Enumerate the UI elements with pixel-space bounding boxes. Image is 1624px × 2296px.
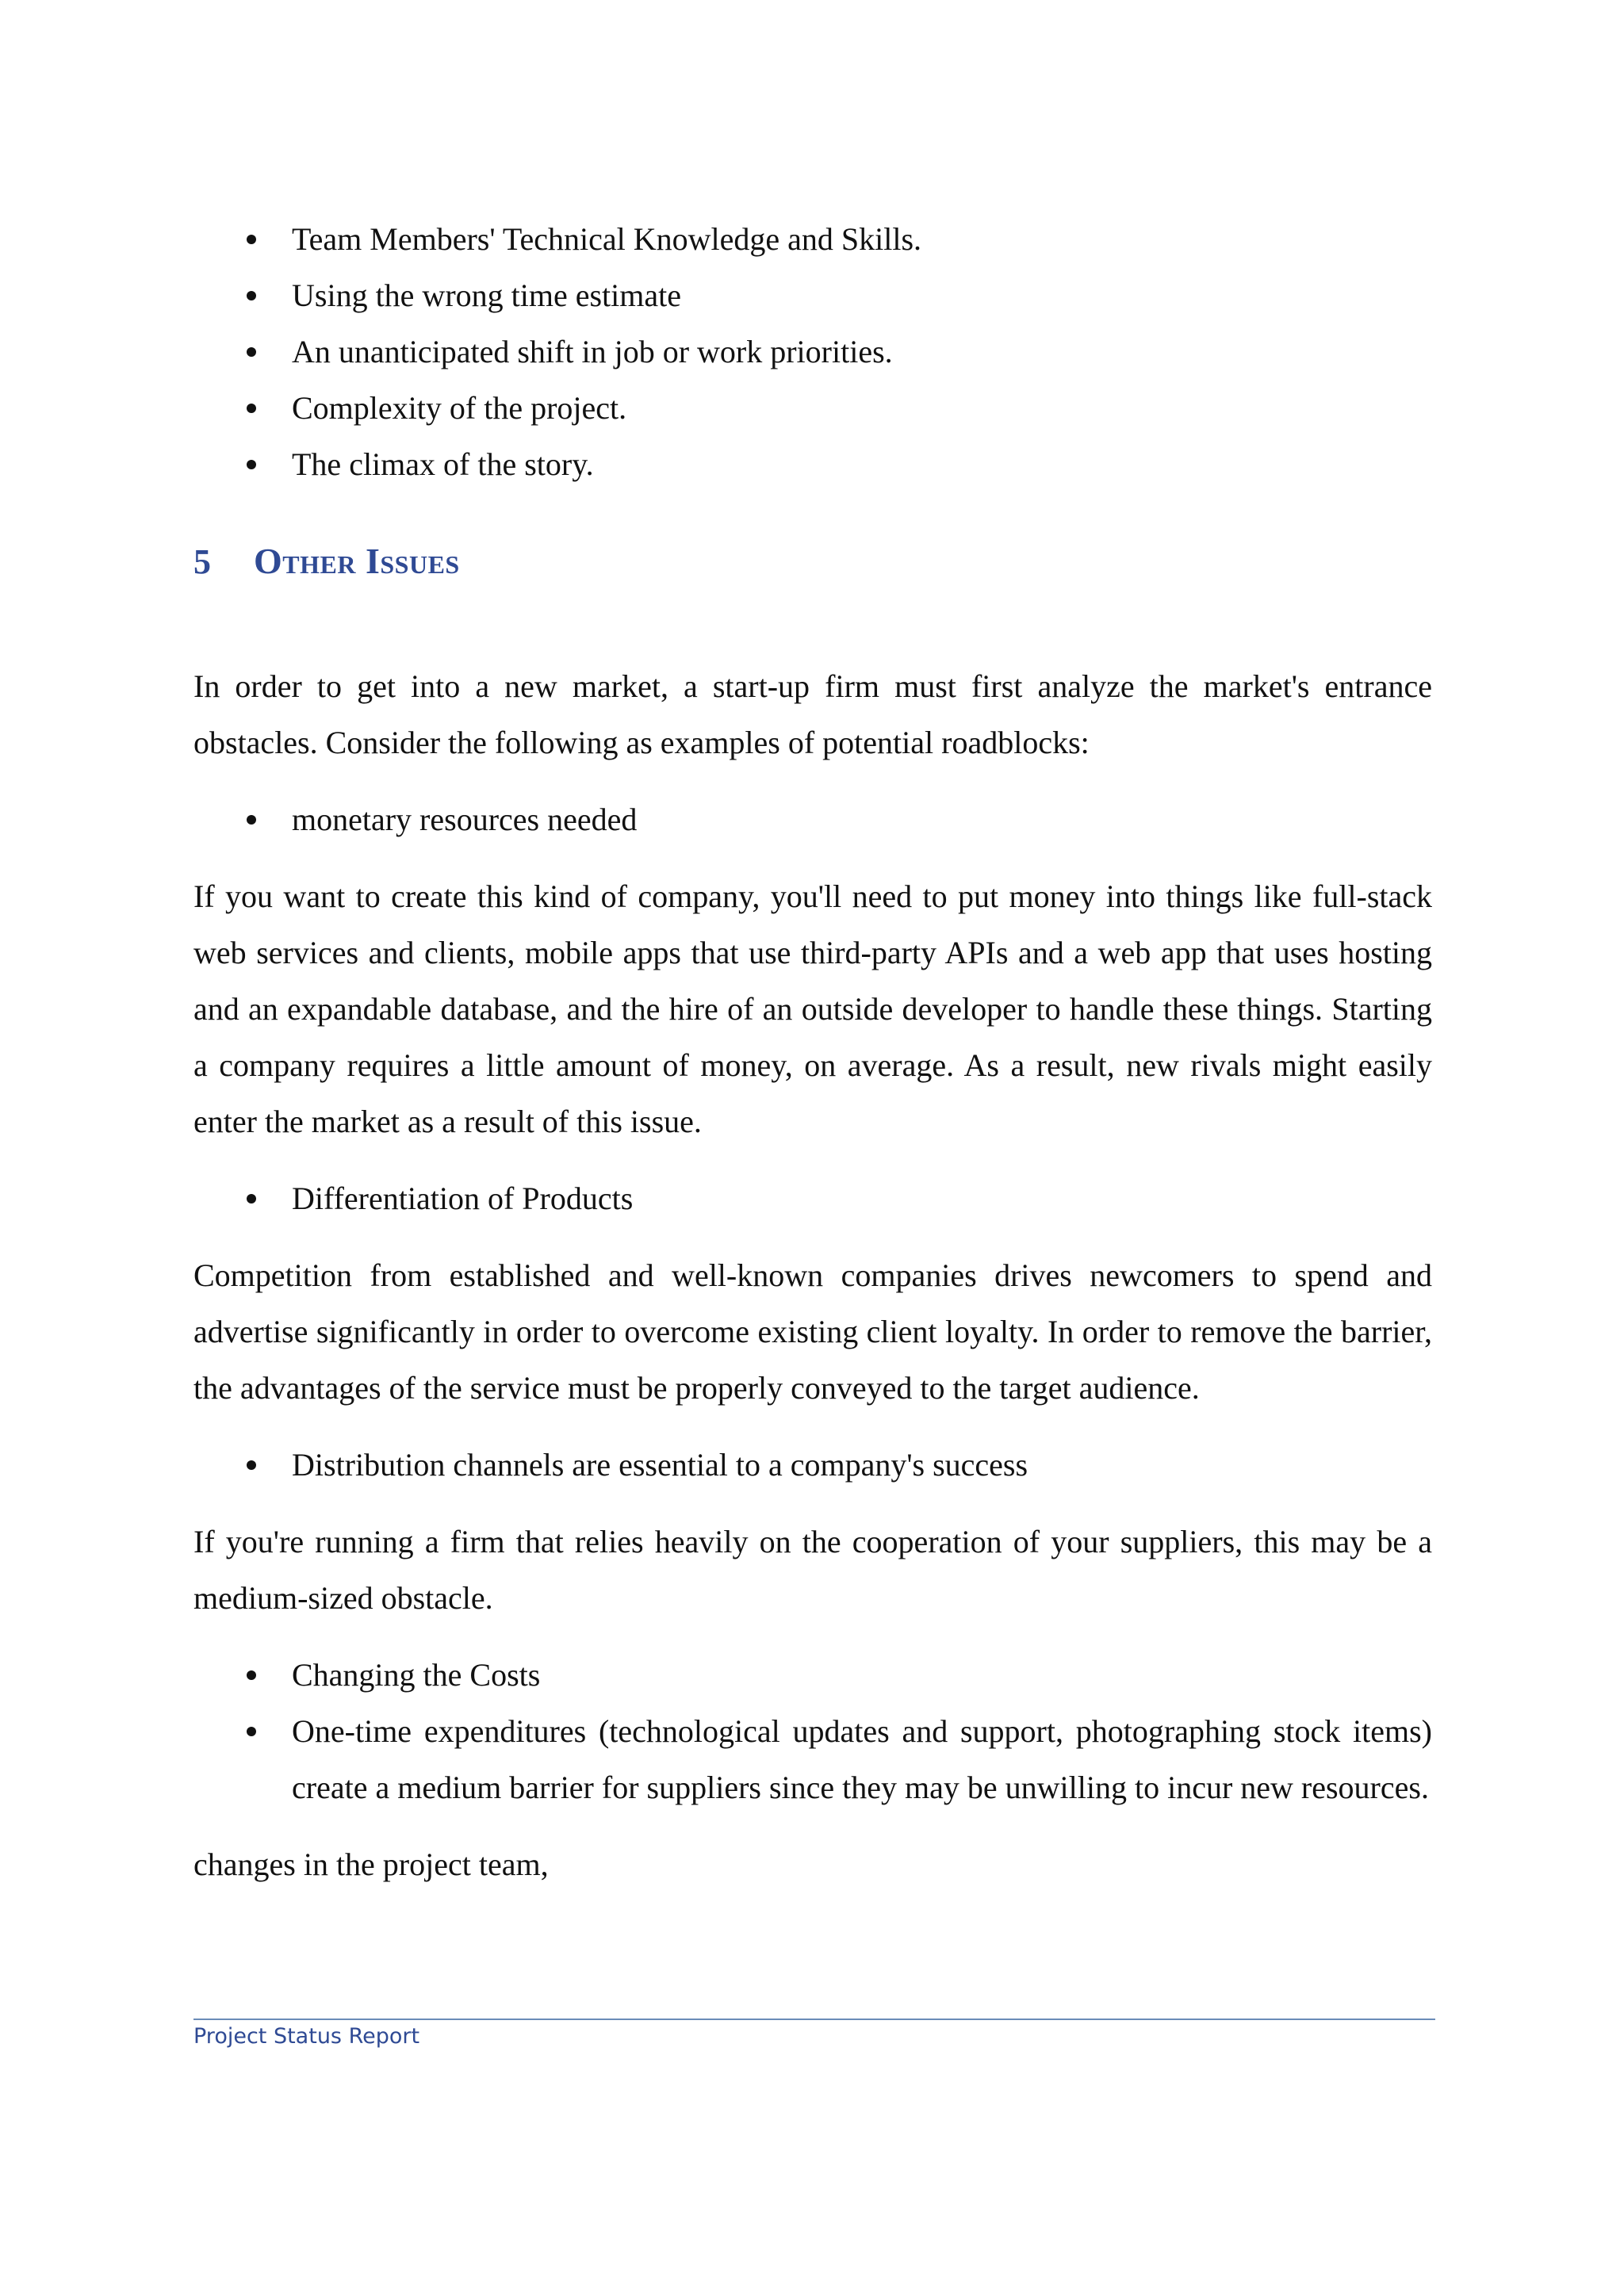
bullet-icon <box>247 235 256 244</box>
section-heading <box>193 540 1432 582</box>
list-item-text: Distribution channels are essential to a company's success <box>292 1447 1028 1483</box>
list-item-text: Using the wrong time estimate <box>292 277 682 313</box>
monetary-paragraph: If you want to create this kind of company, you'll need to put money into things like full-stack web services and clients, mobile apps that use third-party APIs and a web app that uses hosting and an expandable database, and the hire of an outside developer to handle these things. Starting a company requires a little amount of money, on average. As a result, new rivals might easily enter the market as a result of this issue. <box>193 878 1432 1139</box>
section-number: 5 <box>193 542 212 581</box>
list-item-text: Differentiation of Products <box>292 1181 634 1216</box>
list-item-text: Team Members' Technical Knowledge and Skills. <box>292 221 922 257</box>
list-item-text: An unanticipated shift in job or work priorities. <box>292 334 893 369</box>
list-item <box>193 380 1432 436</box>
list-item <box>193 791 1432 848</box>
page-content <box>193 211 1432 1892</box>
bullet-icon <box>247 404 256 413</box>
section-title: Other Issues <box>254 541 460 581</box>
list-item-text: One-time expenditures (technological updates and support, photographing stock items) create a medium barrier for suppliers since they may be unwilling to incur new resources. <box>292 1713 1432 1805</box>
list-item <box>193 1647 1432 1703</box>
list-item-text: Complexity of the project. <box>292 390 627 426</box>
bullet-list-distribution <box>193 1437 1432 1493</box>
differentiation-paragraph: Competition from established and well-known companies drives newcomers to spend and advertise significantly in order to overcome existing client loyalty. In order to remove the barrier, the advantages of the service must be properly conveyed to the target audience. <box>193 1257 1432 1406</box>
bullet-icon <box>247 1194 256 1203</box>
bullet-icon <box>247 347 256 357</box>
bullet-icon <box>247 460 256 469</box>
list-item <box>193 1703 1432 1816</box>
bullet-icon <box>247 1460 256 1470</box>
list-item <box>193 211 1432 267</box>
intro-paragraph: In order to get into a new market, a start-up firm must first analyze the market's entrance obstacles. Consider the following as examples of potential roadblocks: <box>193 668 1432 760</box>
bullet-icon <box>247 815 256 825</box>
footer-title: Project Status Report <box>193 2024 420 2049</box>
list-item-text: Changing the Costs <box>292 1657 541 1693</box>
bullet-list-differentiation <box>193 1170 1432 1226</box>
list-item-text: monetary resources needed <box>292 802 638 837</box>
closing-line: changes in the project team, <box>193 1846 549 1882</box>
bullet-list-monetary <box>193 791 1432 848</box>
bullet-icon <box>247 1727 256 1736</box>
footer-divider <box>193 2019 1435 2020</box>
list-item <box>193 1170 1432 1226</box>
bullet-list-top <box>193 211 1432 492</box>
bullet-icon <box>247 1670 256 1680</box>
list-item <box>193 1437 1432 1493</box>
bullet-list-costs <box>193 1647 1432 1816</box>
list-item <box>193 323 1432 380</box>
distribution-paragraph: If you're running a firm that relies heavily on the cooperation of your suppliers, this may be a medium-sized obstacle. <box>193 1524 1432 1616</box>
bullet-icon <box>247 291 256 300</box>
list-item-text: The climax of the story. <box>292 446 594 482</box>
list-item <box>193 267 1432 323</box>
list-item <box>193 436 1432 492</box>
